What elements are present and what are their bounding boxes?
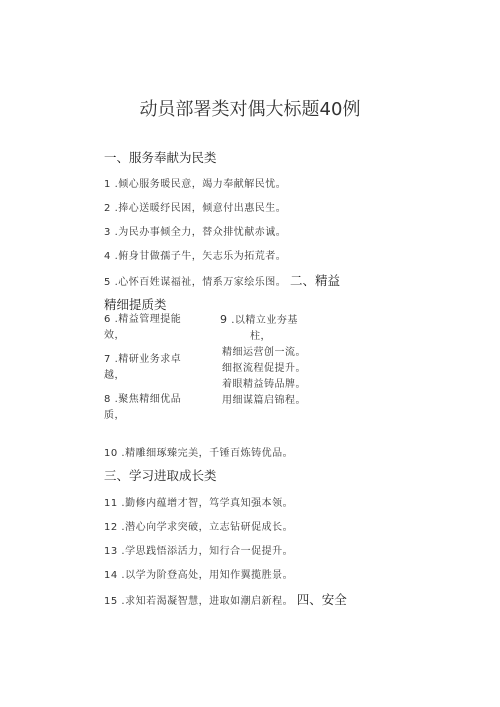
list-item: 7 .精研业务求卓 越， xyxy=(104,354,182,381)
section-4-heading-start: 四、安全 xyxy=(296,592,347,607)
section-2-heading-start: 二、精益 xyxy=(289,273,340,288)
document-title: 动员部署类对偶大标题40例 xyxy=(139,99,361,120)
list-item: 14 .以学为阶登高处，用知作翼揽胜景。 xyxy=(104,570,294,581)
list-item: 12 .潜心向学求突破，立志钻研促成长。 xyxy=(104,522,294,533)
list-item: 13 .学思践悟添活力，知行合一促提升。 xyxy=(104,546,294,557)
sub-line: 用细谋篇启锦程。 xyxy=(222,395,306,406)
list-item: 6 .精益管理提能 效， xyxy=(104,314,182,341)
sub-line: 细抠流程促提升。 xyxy=(222,363,306,374)
list-item: 11 .勤修内蕴增才智，笃学真知强本领。 xyxy=(104,498,294,509)
list-item: 3 .为民办事倾全力，替众排忧献赤诚。 xyxy=(104,227,287,238)
list-item: 5 .心怀百姓谋福祉，情系万家绘乐图。 二、精益 xyxy=(104,273,340,288)
list-item: 10 .精雕细琢臻完美，千锤百炼铸优品。 xyxy=(104,448,294,459)
section-1-heading: 一、服务奉献为民类 xyxy=(104,150,217,165)
sub-line: 着眼精益铸品牌。 xyxy=(222,379,306,390)
section-3-heading: 三、学习进取成长类 xyxy=(104,468,217,483)
list-item: 1 .倾心服务暖民意，竭力奉献解民忧。 xyxy=(104,179,287,190)
list-item: 15 .求知若渴凝智慧，进取如潮启新程。 四、安全 xyxy=(104,592,347,607)
list-item: 8 .聚焦精细优品 质， xyxy=(104,394,182,421)
list-item-column-right: 9 .以精立业夯基 柱， 精细运营创一流。 细抠流程促提升。 着眼精益铸品牌。 用细谋篇启锦程。 xyxy=(220,312,340,409)
sub-line: 精细运营创一流。 xyxy=(222,347,306,358)
section-2-heading-rest: 精细提质类 xyxy=(104,297,167,312)
list-item: 2 .捧心送暖纾民困，倾意付出惠民生。 xyxy=(104,203,287,214)
list-item: 4 .俯身甘做孺子牛，矢志乐为拓荒者。 xyxy=(104,251,287,262)
